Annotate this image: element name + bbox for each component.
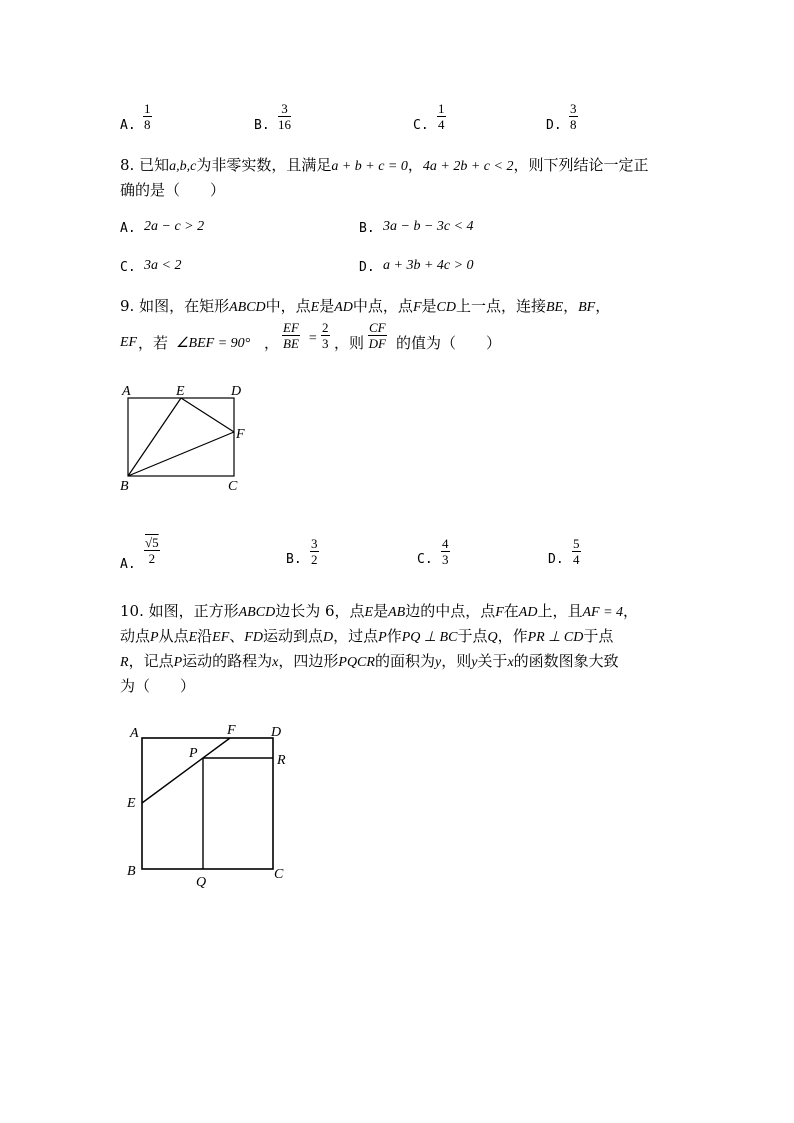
math: FD (244, 630, 263, 645)
point-c-label: C (274, 867, 284, 882)
text: 中点，点 (352, 297, 413, 315)
math-condition: 4a + 2b + c < 2 (422, 159, 514, 174)
text: 8. 已知 (120, 156, 170, 174)
q8-option-b-expr: 3a − b − 3c < 4 (383, 219, 474, 234)
point-e-label: E (176, 384, 185, 399)
text: 边的中点，点 (405, 602, 496, 620)
q9-text: ，则 (334, 334, 365, 352)
point-q-label: Q (196, 875, 207, 890)
q9-text: ，若 (138, 334, 169, 352)
q8-option-d-expr: a + 3b + 4c > 0 (383, 258, 474, 273)
point-b-label: B (127, 864, 136, 879)
text: 上一点，连接 (455, 297, 546, 315)
text: ， (623, 602, 639, 620)
text: 是 (421, 297, 437, 315)
point-d-label: D (231, 384, 242, 399)
math: E (364, 605, 374, 620)
denominator: 4 (573, 552, 580, 567)
math: PR ⊥ CD (527, 630, 584, 645)
math-condition: a + b + c = 0 (331, 159, 408, 174)
q7-option-c-label: C. (413, 118, 429, 133)
text: 从点 (158, 627, 189, 645)
math: EF (212, 630, 230, 645)
point-f-label: F (236, 427, 245, 442)
text: 是 (373, 602, 389, 620)
text: 在 (503, 602, 519, 620)
q8-option-b-label: B. (359, 221, 375, 236)
math: x (507, 655, 514, 670)
math: P (378, 630, 387, 645)
text: 动点 (120, 627, 151, 645)
math: F (495, 605, 504, 620)
q10-stem-line4: 为（ ） (120, 677, 196, 695)
math: D (322, 630, 334, 645)
math: PQCR (338, 655, 375, 670)
math: BF (578, 300, 596, 315)
text: 是 (319, 297, 335, 315)
numerator: 1 (144, 101, 151, 116)
math: PQ ⊥ BC (401, 630, 458, 645)
denominator: DF (368, 336, 386, 351)
q9-option-c-label: C. (417, 552, 433, 567)
numerator: 3 (570, 101, 577, 116)
point-b-label: B (120, 479, 129, 494)
q8-option-c-label: C. (120, 260, 136, 275)
math-vars: a,b,c (169, 159, 197, 174)
math: AD (334, 300, 353, 315)
q8-option-c-expr: 3a < 2 (144, 258, 182, 273)
text: ， (563, 297, 579, 315)
segment-ef (142, 738, 230, 803)
math: AF = 4 (582, 605, 624, 620)
text: ，四边形 (278, 652, 339, 670)
point-a-label: A (130, 726, 139, 741)
text: 为非零实数，且满足 (196, 156, 332, 174)
point-d-label: D (271, 725, 282, 740)
math: AB (388, 605, 406, 620)
numerator: 4 (442, 536, 449, 551)
math: F (412, 300, 422, 315)
q7-option-d-label: D. (546, 118, 562, 133)
denominator: 2 (311, 552, 318, 567)
text: ，则下列结论一定正 (513, 156, 649, 174)
q7-option-b-label: B. (254, 118, 270, 133)
denominator: 16 (278, 117, 291, 132)
q8-option-d-label: D. (359, 260, 375, 275)
math: y (434, 655, 442, 670)
text: 边长为 6，点 (275, 602, 365, 620)
text: ，作 (497, 627, 528, 645)
q8-option-a-expr: 2a − c > 2 (144, 219, 205, 234)
q9-option-a-label: A. (120, 557, 136, 572)
point-c-label: C (228, 479, 238, 494)
math: E (310, 300, 320, 315)
text: ， (595, 297, 611, 315)
q9-text: 的值为（ ） (396, 334, 502, 352)
q9-option-b-label: B. (286, 552, 302, 567)
point-r-label: R (277, 753, 286, 768)
q7-option-a-label: A. (120, 118, 136, 133)
denominator: 3 (322, 336, 329, 351)
math: R (120, 655, 129, 670)
q8-stem-line2: 确的是（ ） (120, 181, 226, 199)
text: 运动的路程为 (182, 652, 273, 670)
math: BE (545, 300, 564, 315)
math: E (188, 630, 198, 645)
denominator: 4 (438, 117, 445, 132)
math: ABCD (229, 300, 266, 315)
numerator: 1 (438, 101, 445, 116)
math: P (173, 655, 183, 670)
text: ， (407, 156, 423, 174)
text: ，则 (441, 652, 472, 670)
denominator: 2 (148, 551, 156, 566)
numerator: EF (283, 320, 299, 335)
q9-ef: EF (120, 335, 138, 350)
math: CD (436, 300, 456, 315)
point-f-label: F (227, 723, 236, 738)
numerator: √5 (145, 535, 159, 550)
text: 上，且 (537, 602, 583, 620)
numerator: 5 (573, 536, 580, 551)
denominator: BE (283, 336, 299, 351)
text: 9. 如图，在矩形 (120, 297, 230, 315)
numerator: 2 (322, 320, 329, 335)
numerator: 3 (281, 101, 288, 116)
text: 于点 (583, 627, 614, 645)
text: 沿 (197, 627, 213, 645)
denominator: 8 (144, 117, 151, 132)
math: P (150, 630, 159, 645)
text: 10. 如图，正方形 (120, 602, 239, 620)
numerator: CF (369, 320, 386, 335)
denominator: 3 (442, 552, 449, 567)
q9-equals: = (308, 331, 318, 346)
q9-angle: ∠BEF = 90° (176, 336, 251, 351)
text: 作 (386, 627, 402, 645)
denominator: 8 (570, 117, 577, 132)
math: AD (518, 605, 538, 620)
text: 关于 (477, 652, 508, 670)
q9-text: ， (264, 334, 280, 352)
math: ABCD (238, 605, 276, 620)
text: ，过点 (333, 627, 379, 645)
point-a-label: A (122, 384, 131, 399)
point-p-label: P (189, 746, 198, 761)
text: 的函数图象大致 (513, 652, 619, 670)
q8-option-a-label: A. (120, 221, 136, 236)
text: 运动到点 (262, 627, 323, 645)
numerator: 3 (311, 536, 318, 551)
math: x (272, 655, 279, 670)
math: y (471, 655, 478, 670)
text: 中，点 (265, 297, 311, 315)
text: ，记点 (128, 652, 174, 670)
text: 、 (229, 627, 245, 645)
text: 于点 (457, 627, 488, 645)
math: Q (487, 630, 498, 645)
point-e-label: E (127, 796, 136, 811)
text: 的面积为 (374, 652, 435, 670)
q9-option-d-label: D. (548, 552, 564, 567)
